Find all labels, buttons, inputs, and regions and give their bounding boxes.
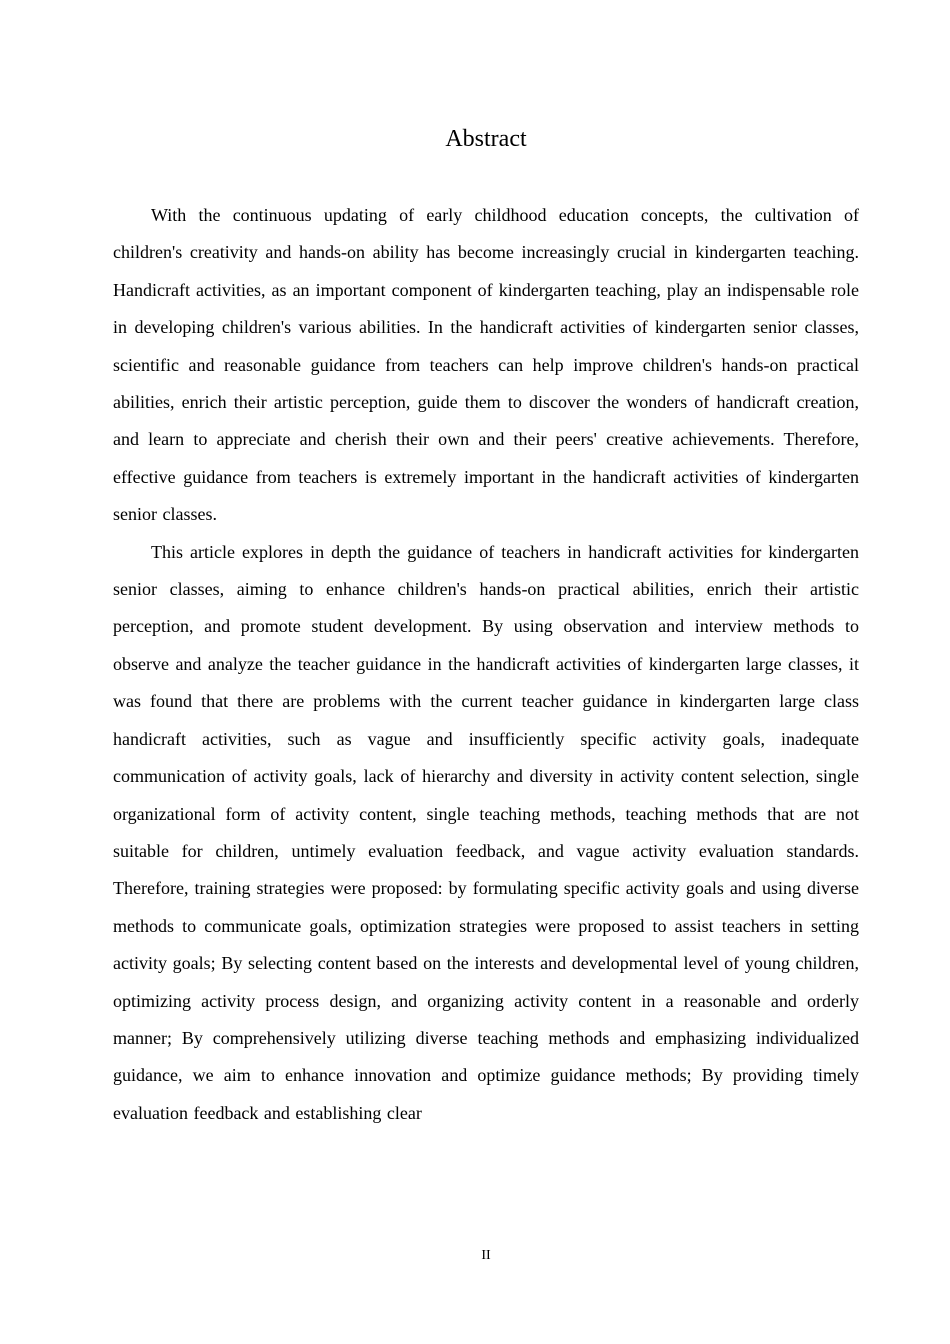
page-title: Abstract: [445, 126, 527, 152]
paragraph-2: This article explores in depth the guidance of teachers in handicraft activities for kindergarten senior classes, aiming to enhance children's hands-on practical abilities, enrich their artistic perception, and promote student development. By using observation and interview methods to observe and analyze the teacher guidance in the handicraft activities of kindergarten large classes, it was found that there are problems with the current teacher guidance in kindergarten large class handicraft activities, such as vague and insufficiently specific activity goals, inadequate communication of activity goals, lack of hierarchy and diversity in activity content selection, single organizational form of activity content, single teaching methods, teaching methods that are not suitable for children, untimely evaluation feedback, and vague activity evaluation standards. Therefore, training strategies were proposed: by formulating specific activity goals and using diverse methods to communicate goals, optimization strategies were proposed to assist teachers in setting activity goals; By selecting content based on the interests and developmental level of young children, optimizing activity process design, and organizing activity content in a reasonable and orderly manner; By comprehensively utilizing diverse teaching methods and emphasizing individualized guidance, we aim to enhance innovation and optimize guidance methods; By providing timely evaluation feedback and establishing clear: [113, 541, 859, 1123]
paragraph-1: With the continuous updating of early childhood education concepts, the cultivation of children's creativity and hands-on ability has become increasingly crucial in kindergarten teaching. Handicraft activities, as an important component of kindergarten teaching, play an indispensable role in developing children's various abilities. In the handicraft activities of kindergarten senior classes, scientific and reasonable guidance from teachers can help improve children's hands-on practical abilities, enrich their artistic perception, guide them to discover the wonders of handicraft creation, and learn to appreciate and cherish their own and their peers' creative achievements. Therefore, effective guidance from teachers is extremely important in the handicraft activities of kindergarten senior classes.: [113, 205, 859, 525]
abstract-body: [113, 197, 859, 1132]
page-number: II: [481, 1248, 491, 1263]
